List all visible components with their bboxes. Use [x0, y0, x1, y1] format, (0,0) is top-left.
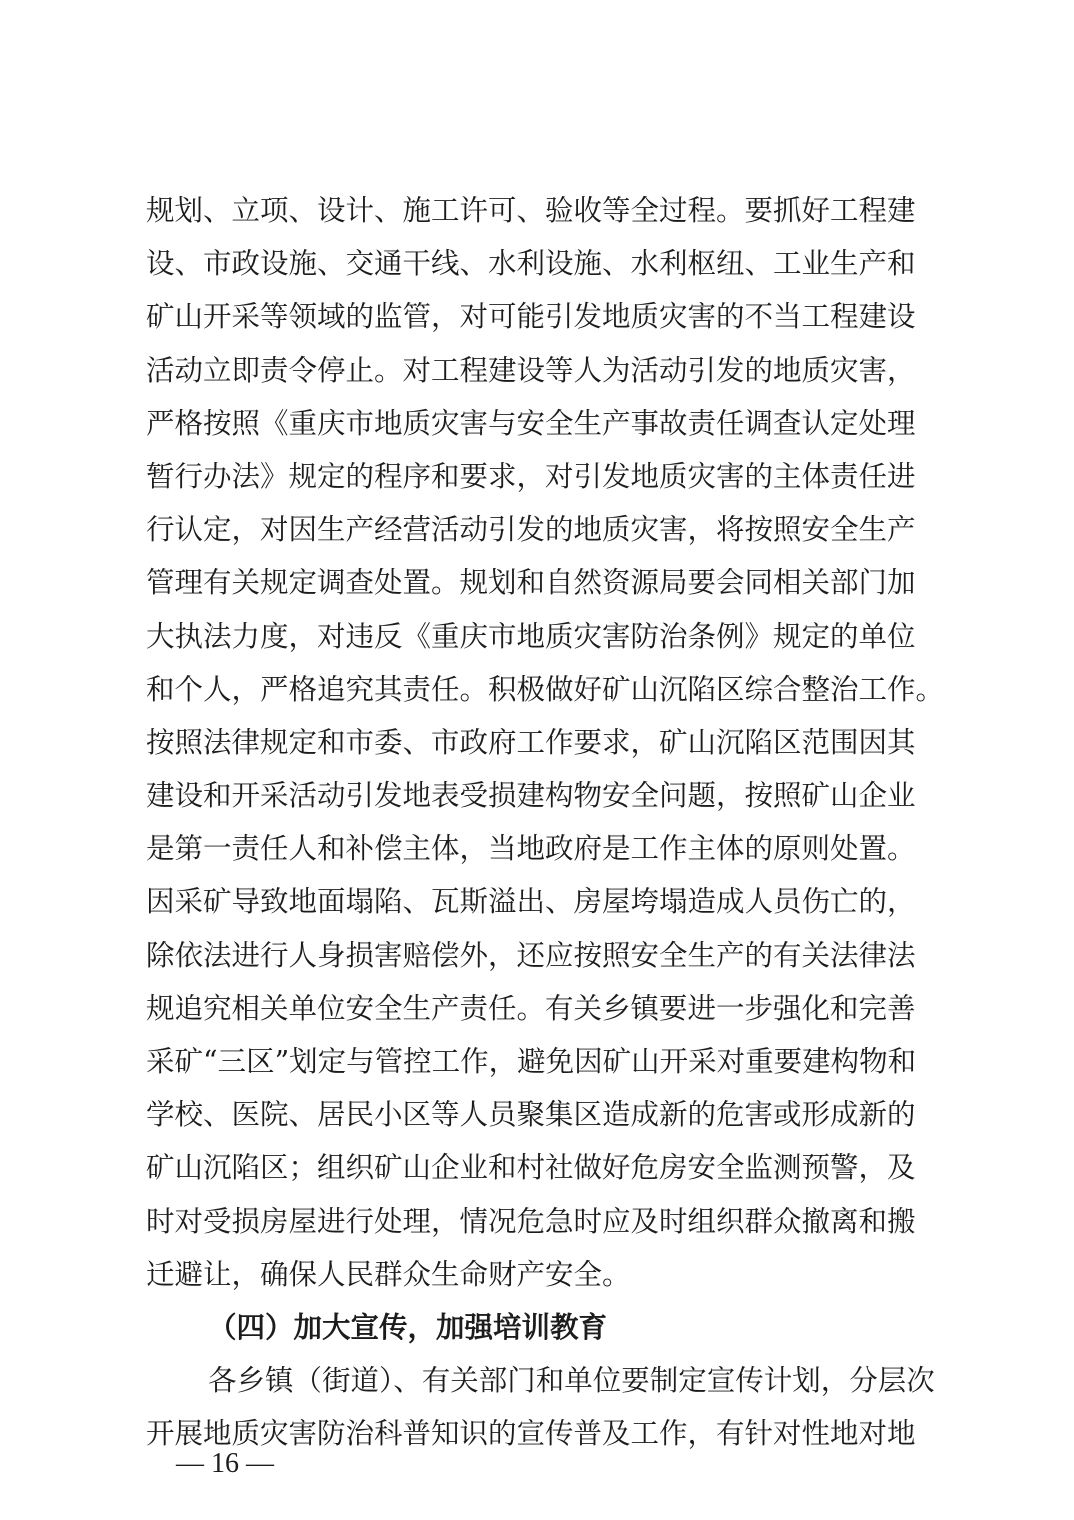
- paragraph-line: 因采矿导致地面塌陷、瓦斯溢出、房屋垮塌造成人员伤亡的，: [146, 885, 916, 919]
- paragraph-line: 按照法律规定和市委、市政府工作要求，矿山沉陷区范围因其: [146, 725, 916, 759]
- paragraph-line: 学校、医院、居民小区等人员聚集区造成新的危害或形成新的: [146, 1098, 916, 1132]
- paragraph-line: 除依法进行人身损害赔偿外，还应按照安全生产的有关法律法: [146, 938, 916, 972]
- paragraph-line: 和个人，严格追究其责任。积极做好矿山沉陷区综合整治工作。: [146, 672, 945, 706]
- paragraph-line: 矿山开采等领域的监管，对可能引发地质灾害的不当工程建设: [146, 300, 916, 334]
- paragraph-line: 行认定，对因生产经营活动引发的地质灾害，将按照安全生产: [146, 513, 916, 547]
- paragraph-line: 设、市政设施、交通干线、水利设施、水利枢纽、工业生产和: [146, 247, 916, 281]
- paragraph-line: 开展地质灾害防治科普知识的宣传普及工作，有针对性地对地: [146, 1417, 916, 1451]
- paragraph-line: 建设和开采活动引发地表受损建构物安全问题，按照矿山企业: [146, 779, 916, 813]
- paragraph-line: 管理有关规定调查处置。规划和自然资源局要会同相关部门加: [146, 566, 916, 600]
- paragraph-line: 矿山沉陷区；组织矿山企业和村社做好危房安全监测预警，及: [146, 1151, 916, 1185]
- paragraph-line: 迁避让，确保人民群众生命财产安全。: [146, 1257, 631, 1291]
- page-number: — 16 —: [176, 1448, 274, 1479]
- paragraph-line: 时对受损房屋进行处理，情况危急时应及时组织群众撤离和搬: [146, 1204, 916, 1238]
- paragraph-line: 采矿“三区”划定与管控工作，避免因矿山开采对重要建构物和: [146, 1045, 917, 1078]
- paragraph-line: 活动立即责令停止。对工程建设等人为活动引发的地质灾害，: [146, 353, 916, 387]
- paragraph-line: 规追究相关单位安全生产责任。有关乡镇要进一步强化和完善: [146, 991, 916, 1025]
- paragraph-line: 规划、立项、设计、施工许可、验收等全过程。要抓好工程建: [146, 194, 916, 227]
- section-heading: （四）加大宣传，加强培训教育: [208, 1310, 608, 1344]
- paragraph-line: 各乡镇（街道）、有关部门和单位要制定宣传计划，分层次: [208, 1364, 935, 1398]
- paragraph-line: 大执法力度，对违反《重庆市地质灾害防治条例》规定的单位: [146, 619, 916, 653]
- paragraph-line: 暂行办法》规定的程序和要求，对引发地质灾害的主体责任进: [146, 459, 916, 493]
- paragraph-line: 严格按照《重庆市地质灾害与安全生产事故责任调查认定处理: [146, 406, 916, 440]
- paragraph-line: 是第一责任人和补偿主体，当地政府是工作主体的原则处置。: [146, 832, 916, 866]
- document-body: [146, 184, 946, 1461]
